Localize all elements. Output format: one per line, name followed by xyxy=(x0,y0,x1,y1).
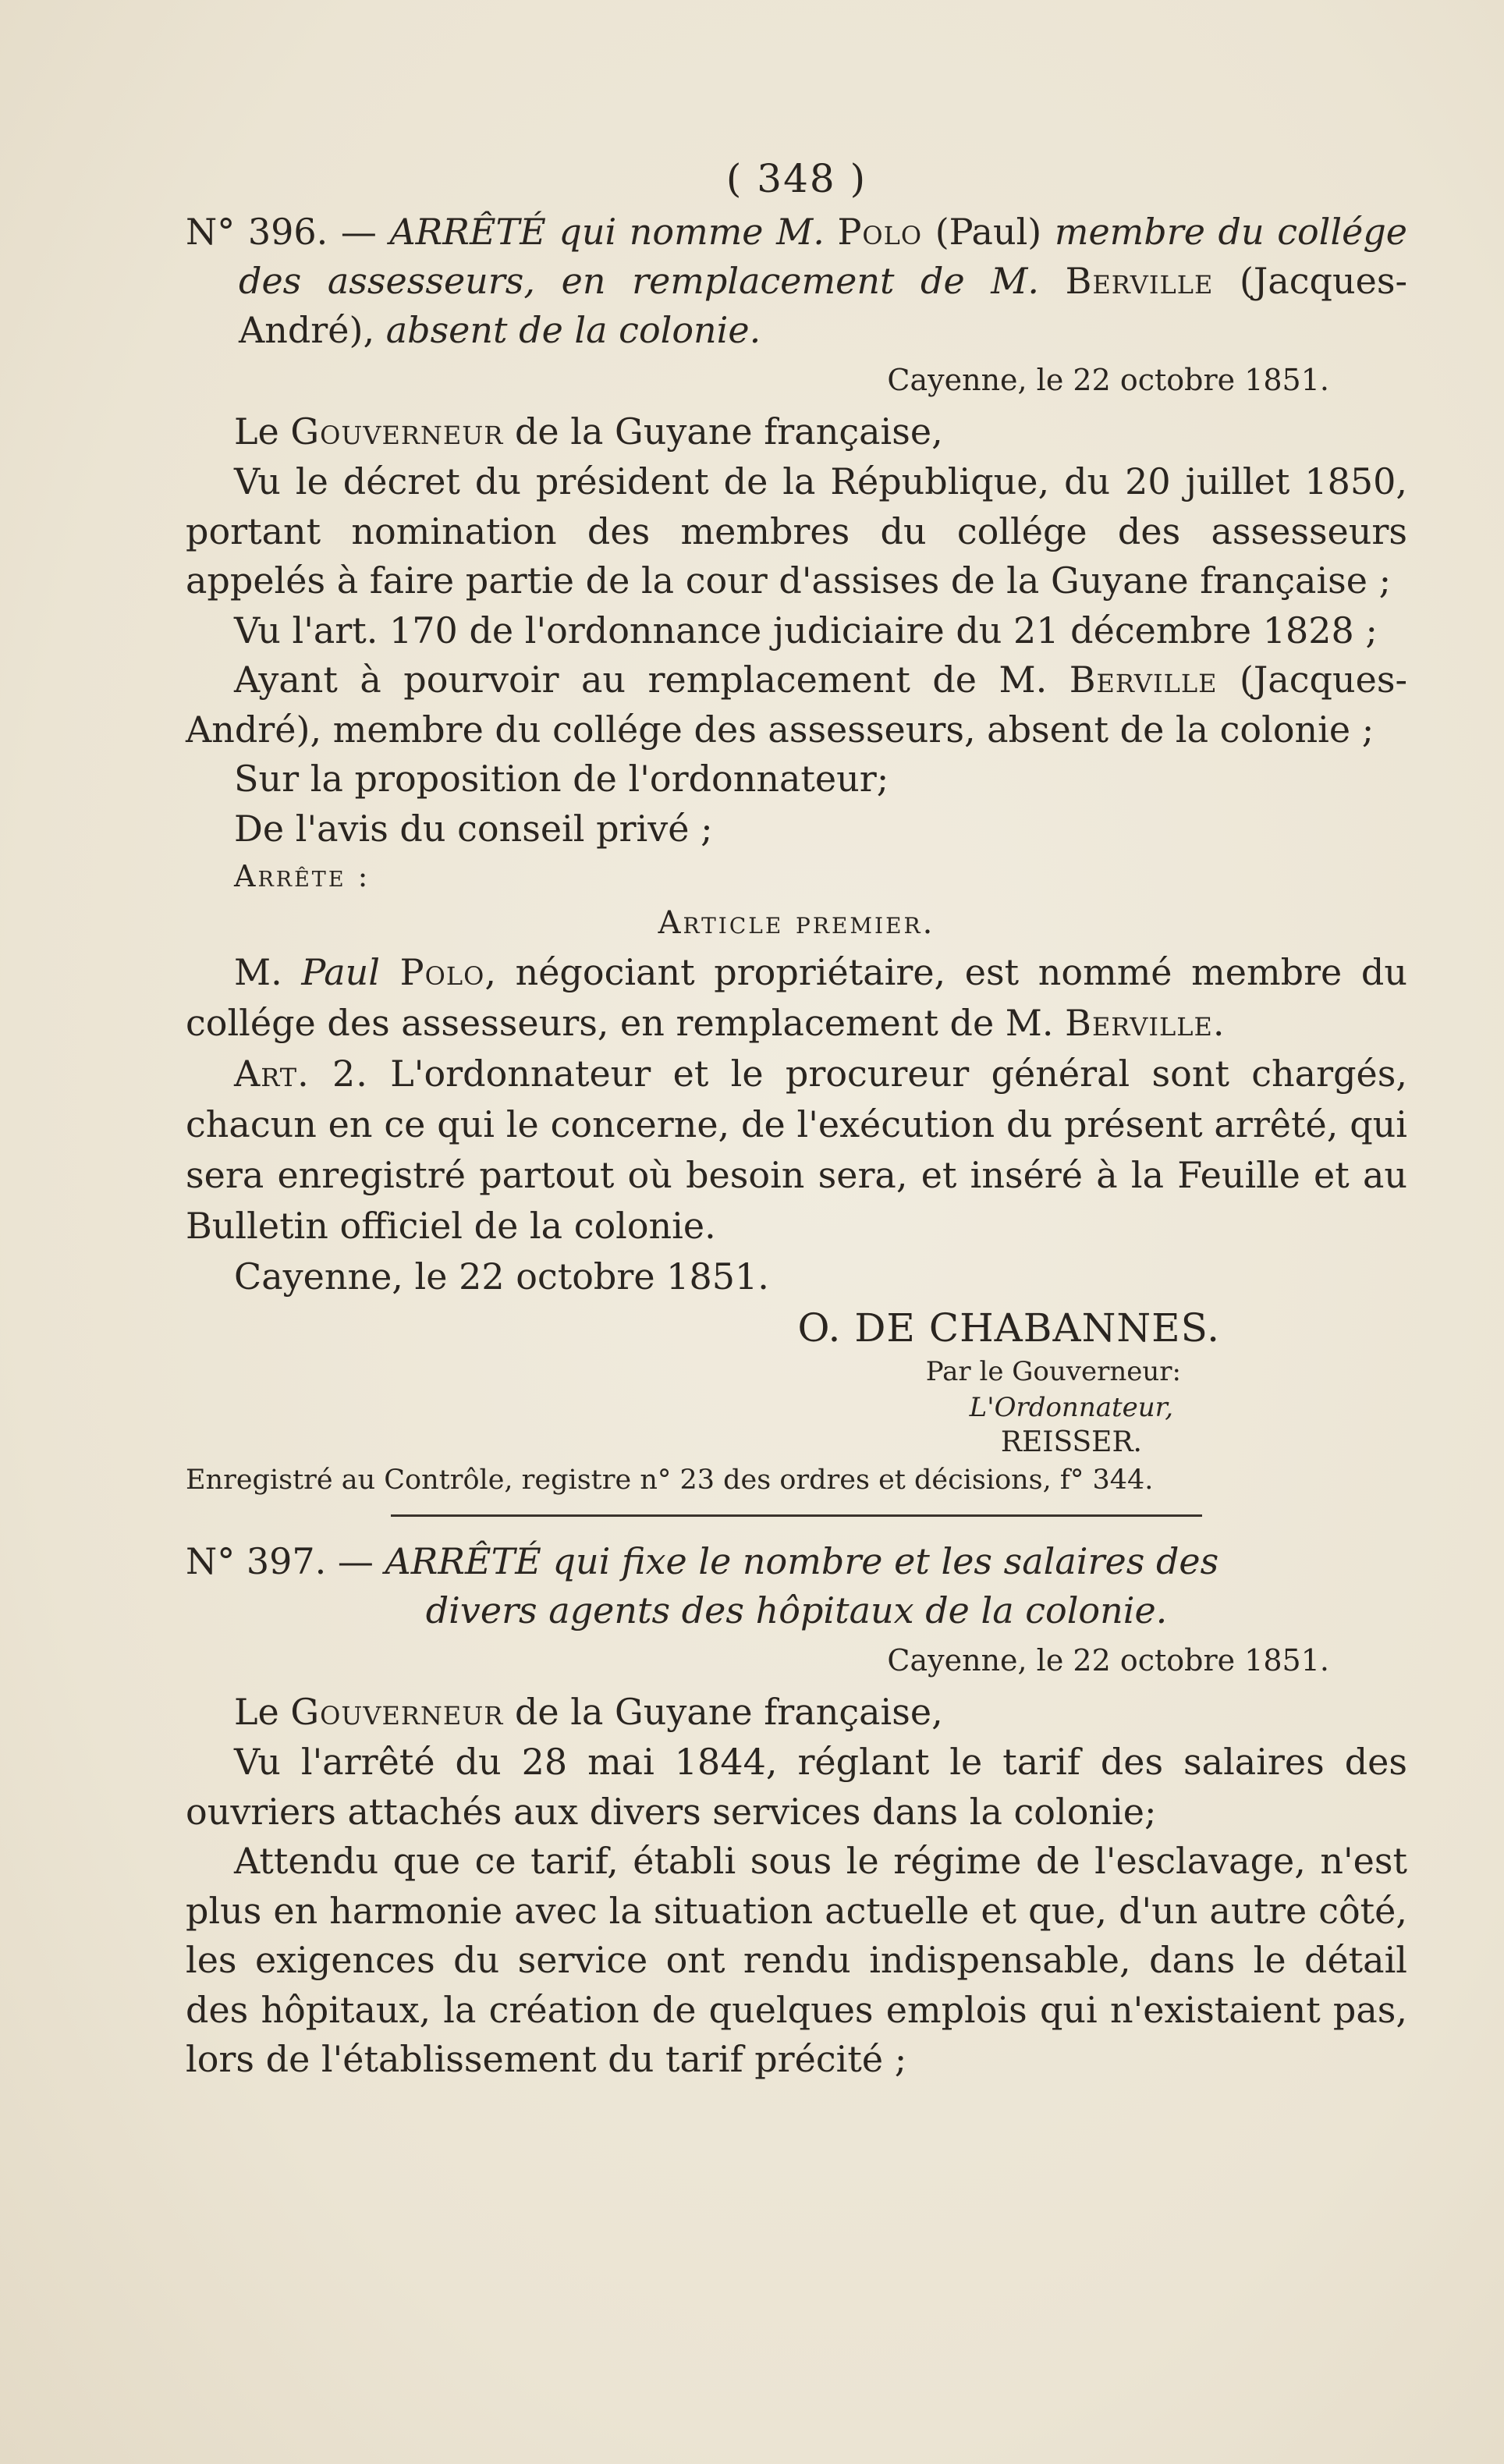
entry-396-arrete: Arrête : xyxy=(234,859,371,893)
article-2-text: L'ordonnateur et le procureur général sont chargés, chacun en ce qui le concerne, de l'exécution du présent arrêté, qui sera enregistré partout où besoin sera, et inséré à la Feuille et au Bulletin officiel de la colonie. xyxy=(186,1053,1407,1247)
opening-2-pre: Le xyxy=(234,1691,291,1733)
entry-396-heading-part-1: ARRÊTÉ qui nomme M. xyxy=(389,211,838,253)
article-1-mid: , négociant propriétaire, est nommé membre du collége des assesseurs, en remplacement de M. xyxy=(186,951,1407,1044)
entry-397-heading-part-1: ARRÊTÉ qui fixe le nombre et les salaires des xyxy=(385,1540,1219,1582)
entry-397-heading-part-2: divers agents des hôpitaux de la colonie. xyxy=(425,1589,1168,1631)
article-1-name-berville: Berville xyxy=(1065,1002,1213,1044)
entry-396-article-2 xyxy=(186,1049,1407,1252)
entry-396-heading xyxy=(186,208,1407,355)
article-1-pre: M. xyxy=(234,951,302,993)
entry-396-consideration-2: Vu l'art. 170 de l'ordonnance judiciaire du 21 décembre 1828 ; xyxy=(234,609,1378,652)
entry-396-heading-part-2: (Paul) xyxy=(922,211,1055,253)
article-1-firstname: Paul xyxy=(301,951,381,993)
entry-397-number: N° 397. — xyxy=(186,1540,385,1582)
entry-397-heading xyxy=(186,1537,1407,1586)
entry-396-name-berville: Berville xyxy=(1065,260,1214,302)
consideration-3-post: (Jacques-André), membre du collége des assesseurs, absent de la colonie ; xyxy=(186,659,1408,751)
consideration-3-pre: Ayant à pourvoir au remplacement de M. xyxy=(234,659,1069,701)
entry-396-opening xyxy=(186,407,1407,457)
entry-396-consideration-4: Sur la proposition de l'ordonnateur; xyxy=(234,758,889,800)
ordonnateur-title: L'Ordonnateur, xyxy=(969,1392,1173,1423)
entry-397-dateline: Cayenne, le 22 octobre 1851. xyxy=(887,1643,1329,1678)
entry-396-article-title: Article premier. xyxy=(658,905,935,941)
entry-397-consideration-1: Vu l'arrêté du 28 mai 1844, réglant le tarif des salaires des ouvriers attachés aux divers services dans la colonie; xyxy=(186,1741,1407,1833)
consideration-3-name: Berville xyxy=(1069,659,1218,701)
entry-396-heading-part-4: (Jacques-André), xyxy=(239,260,1407,351)
entry-396-number: N° 396. — xyxy=(186,211,390,253)
entry-396-closing-date: Cayenne, le 22 octobre 1851. xyxy=(234,1255,769,1298)
opening-pre: Le xyxy=(234,410,291,453)
article-1-end: . xyxy=(1212,1002,1225,1044)
countersign-name: REISSER. xyxy=(1000,1426,1142,1458)
entry-397-consideration-2: Attendu que ce tarif, établi sous le régime de l'esclavage, n'est plus en harmonie avec la situation actuelle et que, d'un autre côté, les exigences du service ont rendu indispensable, dans le détail des hôpitaux, la création de quelques emplois qui n'existaient pas, lors de l'établissement du tarif précité ; xyxy=(186,1840,1407,2080)
opening-title: Gouverneur xyxy=(290,410,504,453)
by-governor: Par le Gouverneur: xyxy=(925,1356,1181,1387)
article-2-label: Art. 2. xyxy=(234,1053,368,1095)
entry-396-heading-part-3: membre du collége des assesseurs, en remplacement de M. xyxy=(239,211,1407,302)
registration-note: Enregistré au Contrôle, registre n° 23 des ordres et décisions, f° 344. xyxy=(186,1465,1154,1496)
entry-396-consideration-5: De l'avis du conseil privé ; xyxy=(234,807,713,850)
opening-post: de la Guyane française, xyxy=(503,410,943,453)
entry-397-opening xyxy=(186,1687,1407,1738)
entry-396-name-polo: Polo xyxy=(837,211,923,253)
entry-396-heading-part-5: absent de la colonie. xyxy=(385,309,761,351)
text-block xyxy=(186,156,1407,2085)
section-divider xyxy=(391,1514,1202,1517)
entry-396-article-1 xyxy=(186,947,1407,1049)
signatory-name: O. DE CHABANNES. xyxy=(797,1305,1220,1351)
entry-396-consideration-1: Vu le décret du président de la République, du 20 juillet 1850, portant nomination des membres du collége des assesseurs appelés à faire partie de la cour d'assises de la Guyane française ; xyxy=(186,460,1407,602)
page-number: ( 348 ) xyxy=(725,156,867,201)
opening-2-post: de la Guyane française, xyxy=(503,1691,943,1733)
entry-396-dateline: Cayenne, le 22 octobre 1851. xyxy=(887,363,1329,397)
entry-396-consideration-3 xyxy=(186,655,1407,754)
article-1-surname: Polo xyxy=(380,951,485,993)
opening-2-title: Gouverneur xyxy=(290,1691,504,1733)
